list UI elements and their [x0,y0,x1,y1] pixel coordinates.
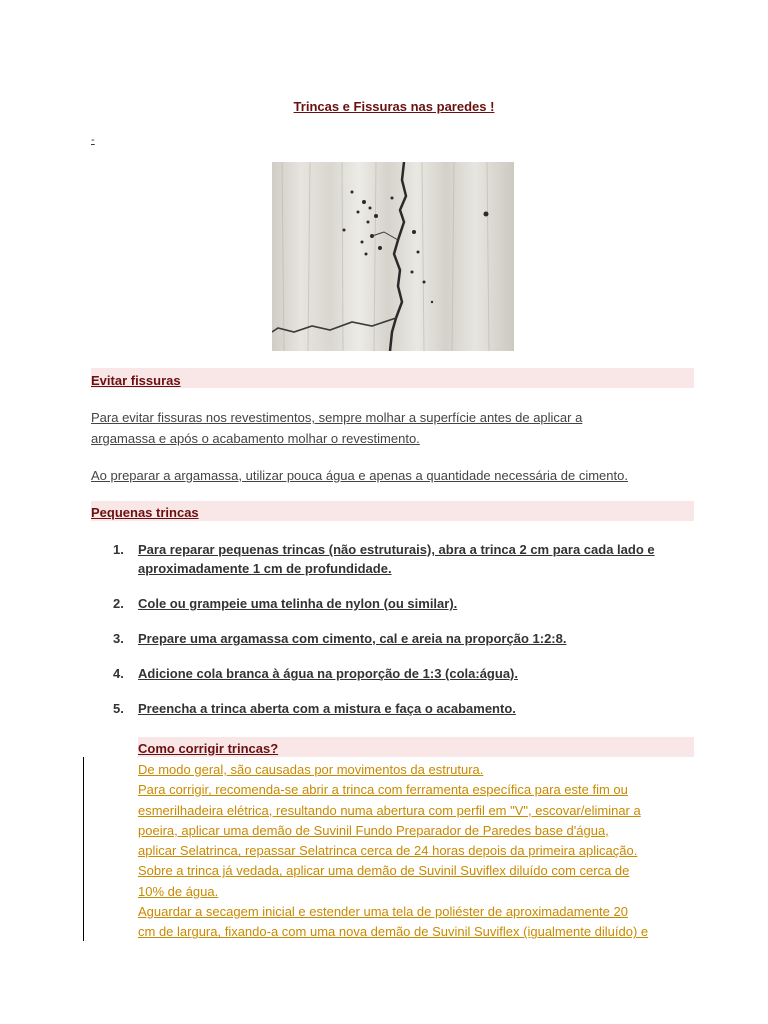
page-title: Trincas e Fissuras nas paredes ! [293,99,495,114]
paragraph-evitar-1 [91,407,701,449]
section-heading-evitar: Evitar fissuras [91,373,181,388]
list-number: 3. [113,631,124,646]
list-text: Para reparar pequenas trincas (não estruturais), abra a trinca 2 cm para cada lado e aproximadamente 1 cm de profundidade. [138,542,655,576]
text-line: Para corrigir, recomenda-se abrir a trinca com ferramenta específica para este fim ou [138,782,628,798]
list-text: Prepare uma argamassa com cimento, cal e areia na proporção 1:2:8. [138,631,567,646]
text-line: Aguardar a secagem inicial e estender uma tela de poliéster de aproximadamente 20 [138,904,628,920]
text-line: Sobre a trinca já vedada, aplicar uma demão de Suvinil Suviflex diluído com cerca de [138,863,630,879]
section-band-evitar [91,368,694,388]
paragraph-line: Para evitar fissuras nos revestimentos, sempre molhar a superfície antes de aplicar a [91,410,583,425]
text-line: esmerilhadeira elétrica, resultando numa abertura com perfil em "V", escovar/eliminar a [138,802,641,818]
list-item [91,594,701,613]
section-heading-corrigir: Como corrigir trincas? [138,741,279,756]
text-line: De modo geral, são causadas por movimentos da estrutura. [138,762,484,777]
list-item [91,699,701,718]
text-line: 10% de água. [138,883,219,899]
wall-crack-photo [272,162,514,351]
margin-rule [83,757,84,941]
list-number: 4. [113,666,124,681]
list-text: Cole ou grampeie uma telinha de nylon (ou similar). [138,596,458,611]
list-number: 1. [113,542,124,557]
text-line: poeira, aplicar uma demão de Suvinil Fundo Preparador de Paredes base d'água, [138,822,609,838]
crack-illustration [272,162,514,351]
repair-steps-list [91,540,701,734]
list-item [91,629,701,648]
list-text: Preencha a trinca aberta com a mistura e faça o acabamento. [138,701,516,716]
corrigir-text [138,760,703,943]
text-line: cm de largura, fixando-a com uma nova demão de Suvinil Suviflex (igualmente diluído) e [138,924,649,940]
list-number: 2. [113,596,124,611]
paragraph-evitar-2: Ao preparar a argamassa, utilizar pouca água e apenas a quantidade necessária de cimento. [91,468,628,483]
list-item [91,540,701,578]
text-line: aplicar Selatrinca, repassar Selatrinca cerca de 24 horas depois da primeira aplicação. [138,843,638,859]
list-number: 5. [113,701,124,716]
dash-mark: - [91,134,95,146]
paragraph-line: argamassa e após o acabamento molhar o revestimento. [91,431,420,446]
list-item [91,664,701,683]
section-heading-pequenas: Pequenas trincas [91,505,199,520]
list-text: Adicione cola branca à água na proporção de 1:3 (cola:água). [138,666,518,681]
